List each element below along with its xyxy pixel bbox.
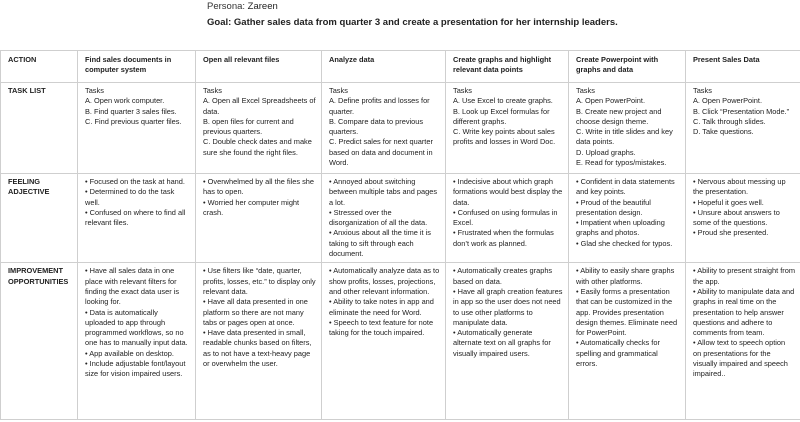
- cell-line-item: Tasks: [203, 86, 222, 95]
- cell-line-item: • Unsure about answers to some of the questions.: [693, 207, 780, 228]
- task-cell: [196, 83, 322, 174]
- cell-line-item: • Use filters like “date, quarter, profits, losses, etc.” to display only relevant data.: [203, 266, 316, 296]
- column-header-present-sales-data: Present Sales Data: [686, 51, 800, 83]
- cell-line-item: • Proud of the beautiful presentation design.: [576, 197, 651, 217]
- column-header-open-files: Open all relevant files: [196, 51, 322, 83]
- cell-line-item: • Determined to do the task well.: [85, 187, 175, 207]
- feeling-cell: [446, 174, 569, 263]
- column-header-analyze-data: Analyze data: [322, 51, 446, 83]
- persona-header: [207, 0, 767, 30]
- column-header-create-graphs: Create graphs and highlight relevant data points: [446, 51, 569, 83]
- journey-map-table: [0, 50, 800, 420]
- cell-line-item: • Data is automatically uploaded to app through programmed workflows, so no one has to manually input data.: [85, 307, 188, 348]
- feeling-cell: [322, 174, 446, 263]
- cell-line-item: • Confident in data statements and key points.: [576, 177, 675, 197]
- cell-line-item: • Annoyed about switching between multiple tabs and pages a lot.: [329, 177, 438, 207]
- cell-line-item: B. Compare data to previous quarters.: [329, 116, 424, 137]
- cell-line-item: C. Write key points about sales profits and losses in Word Doc.: [453, 127, 556, 147]
- cell-line-item: D. Take questions.: [693, 127, 754, 137]
- cell-line-item: A. Open all Excel Spreadsheets of data.: [203, 96, 316, 116]
- cell-line-item: • Easily forms a presentation that can be customized in the app. Provides presentation design themes. Eliminate need for PowerPoint.: [576, 286, 678, 338]
- cell-line-item: E. Read for typos/mistakes.: [576, 158, 667, 168]
- improvement-cell: [686, 263, 800, 420]
- cell-line-item: • Have data presented in small, readable chunks based on filters, as to not have a text-heavy page or overwhelm the user.: [203, 328, 312, 369]
- persona-name: Zareen: [247, 1, 278, 12]
- cell-line-item: • Automatically generate alternate text on all graphs for visually impaired users.: [453, 328, 551, 358]
- goal-statement: Goal: Gather sales data from quarter 3 and create a presentation for her internship leaders.: [207, 17, 618, 28]
- cell-line-item: • Overwhelmed by all the files she has to open.: [203, 177, 315, 197]
- cell-line-item: Tasks: [576, 86, 595, 95]
- feeling-cell: [78, 174, 196, 263]
- cell-line-item: • Ability to easily share graphs with other platforms.: [576, 266, 675, 286]
- feeling-adjective-row: [1, 174, 800, 263]
- cell-line-item: C. Predict sales for next quarter based on data and document in Word.: [329, 137, 433, 168]
- improvement-cell: [446, 263, 569, 420]
- cell-line-item: • Impatient when uploading graphs and photos.: [576, 218, 665, 238]
- improvement-cell: [569, 263, 686, 420]
- feeling-cell: [569, 174, 686, 263]
- cell-line-item: A. Define profits and losses for quarter.: [329, 96, 430, 116]
- cell-line-item: • Worried her computer might crash.: [203, 197, 300, 217]
- cell-line-item: • Frustrated when the formulas don’t work as planned.: [453, 228, 554, 248]
- row-label-improvement-opportunities: IMPROVEMENT OPPORTUNITIES: [1, 263, 78, 420]
- task-cell: [446, 83, 569, 174]
- cell-line-item: • Proud she presented.: [693, 228, 769, 238]
- cell-line-item: • Have all data presented in one platform so there are not many tabs or pages open at once.: [203, 297, 308, 327]
- improvement-cell: [196, 263, 322, 420]
- cell-line-item: B. open files for current and previous quarters.: [203, 116, 294, 137]
- cell-line-item: Tasks: [693, 86, 712, 95]
- cell-line-item: A. Open work computer.: [85, 96, 165, 106]
- cell-line-item: • Automatically analyze data as to show profits, losses, projections, and other relevant information.: [329, 266, 440, 296]
- cell-line-item: C. Find previous quarter files.: [85, 116, 182, 126]
- cell-line-item: A. Open PowerPoint.: [693, 96, 763, 106]
- cell-line-item: • Ability to manipulate data and graphs in real time on the presentation to help answer questions and adhere to comments from team.: [693, 286, 795, 338]
- task-cell: [78, 83, 196, 174]
- cell-line-item: B. Click “Presentation Mode.”: [693, 106, 790, 116]
- column-header-action: ACTION: [1, 51, 78, 83]
- cell-line-item: • Focused on the task at hand.: [85, 177, 185, 186]
- cell-line-item: • Ability to take notes in app and eliminate the need for Word.: [329, 297, 434, 317]
- cell-line-item: B. Create new project and choose design theme.: [576, 106, 662, 126]
- cell-line-item: • Confused on where to find all relevant files.: [85, 207, 186, 228]
- cell-line-item: Tasks: [85, 86, 104, 95]
- cell-line-item: A. Use Excel to create graphs.: [453, 96, 553, 106]
- cell-line-item: • Ability to present straight from the app.: [693, 266, 795, 286]
- task-cell: [569, 83, 686, 174]
- persona-line: [207, 0, 767, 13]
- cell-line-item: D. Upload graphs.: [576, 147, 636, 157]
- improvement-cell: [78, 263, 196, 420]
- task-cell: [686, 83, 800, 174]
- task-list-row: [1, 83, 800, 174]
- cell-line-item: C. Double check dates and make sure she found the right files.: [203, 137, 312, 157]
- header-row: [1, 51, 800, 83]
- cell-line-item: • Allow text to speech option on presentations for the visually impaired and speech impaired..: [693, 338, 788, 379]
- persona-label: Persona:: [207, 1, 246, 12]
- cell-line-item: Tasks: [453, 86, 472, 95]
- feeling-cell: [686, 174, 800, 263]
- cell-line-item: B. Find quarter 3 sales files.: [85, 106, 177, 116]
- cell-line-item: • Include adjustable font/layout size for vision impaired users.: [85, 359, 186, 379]
- cell-line-item: • Glad she checked for typos.: [576, 238, 673, 248]
- column-header-create-powerpoint: Create Powerpoint with graphs and data: [569, 51, 686, 83]
- row-label-feeling-adjective: FEELING ADJECTIVE: [1, 174, 78, 263]
- cell-line-item: • Speech to text feature for note taking for the touch impaired.: [329, 317, 434, 338]
- cell-line-item: • Hopeful it goes well.: [693, 197, 764, 207]
- improvement-opportunities-row: [1, 263, 800, 420]
- column-header-find-sales-documents: Find sales documents in computer system: [78, 51, 196, 83]
- cell-line-item: • Nervous about messing up the presentation.: [693, 177, 786, 197]
- row-label-task-list: TASK LIST: [1, 83, 78, 174]
- cell-line-item: C. Write in title slides and key data points.: [576, 127, 673, 147]
- cell-line-item: • Have all sales data in one place with relevant filters for finding the exact data user is looking for.: [85, 266, 180, 307]
- improvement-cell: [322, 263, 446, 420]
- cell-line-item: Tasks: [329, 86, 348, 95]
- cell-line-item: • Automatically checks for spelling and grammatical errors.: [576, 338, 660, 369]
- cell-line-item: • Automatically creates graphs based on data.: [453, 266, 553, 286]
- cell-line-item: • Have all graph creation features in app so the user does not need to use other platforms to manipulate data.: [453, 286, 563, 327]
- task-cell: [322, 83, 446, 174]
- cell-line-item: • Anxious about all the time it is taking to sift through each document.: [329, 228, 432, 259]
- feeling-cell: [196, 174, 322, 263]
- cell-line-item: • Confused on using formulas in Excel.: [453, 207, 558, 228]
- cell-line-item: B. Look up Excel formulas for different graphs.: [453, 106, 550, 126]
- cell-line-item: • Stressed over the disorganization of all the data.: [329, 207, 428, 228]
- cell-line-item: C. Talk through slides.: [693, 116, 766, 126]
- cell-line-item: • App available on desktop.: [85, 348, 174, 358]
- cell-line-item: • Indecisive about which graph formations would best display the data.: [453, 177, 563, 207]
- cell-line-item: A. Open PowerPoint.: [576, 96, 646, 106]
